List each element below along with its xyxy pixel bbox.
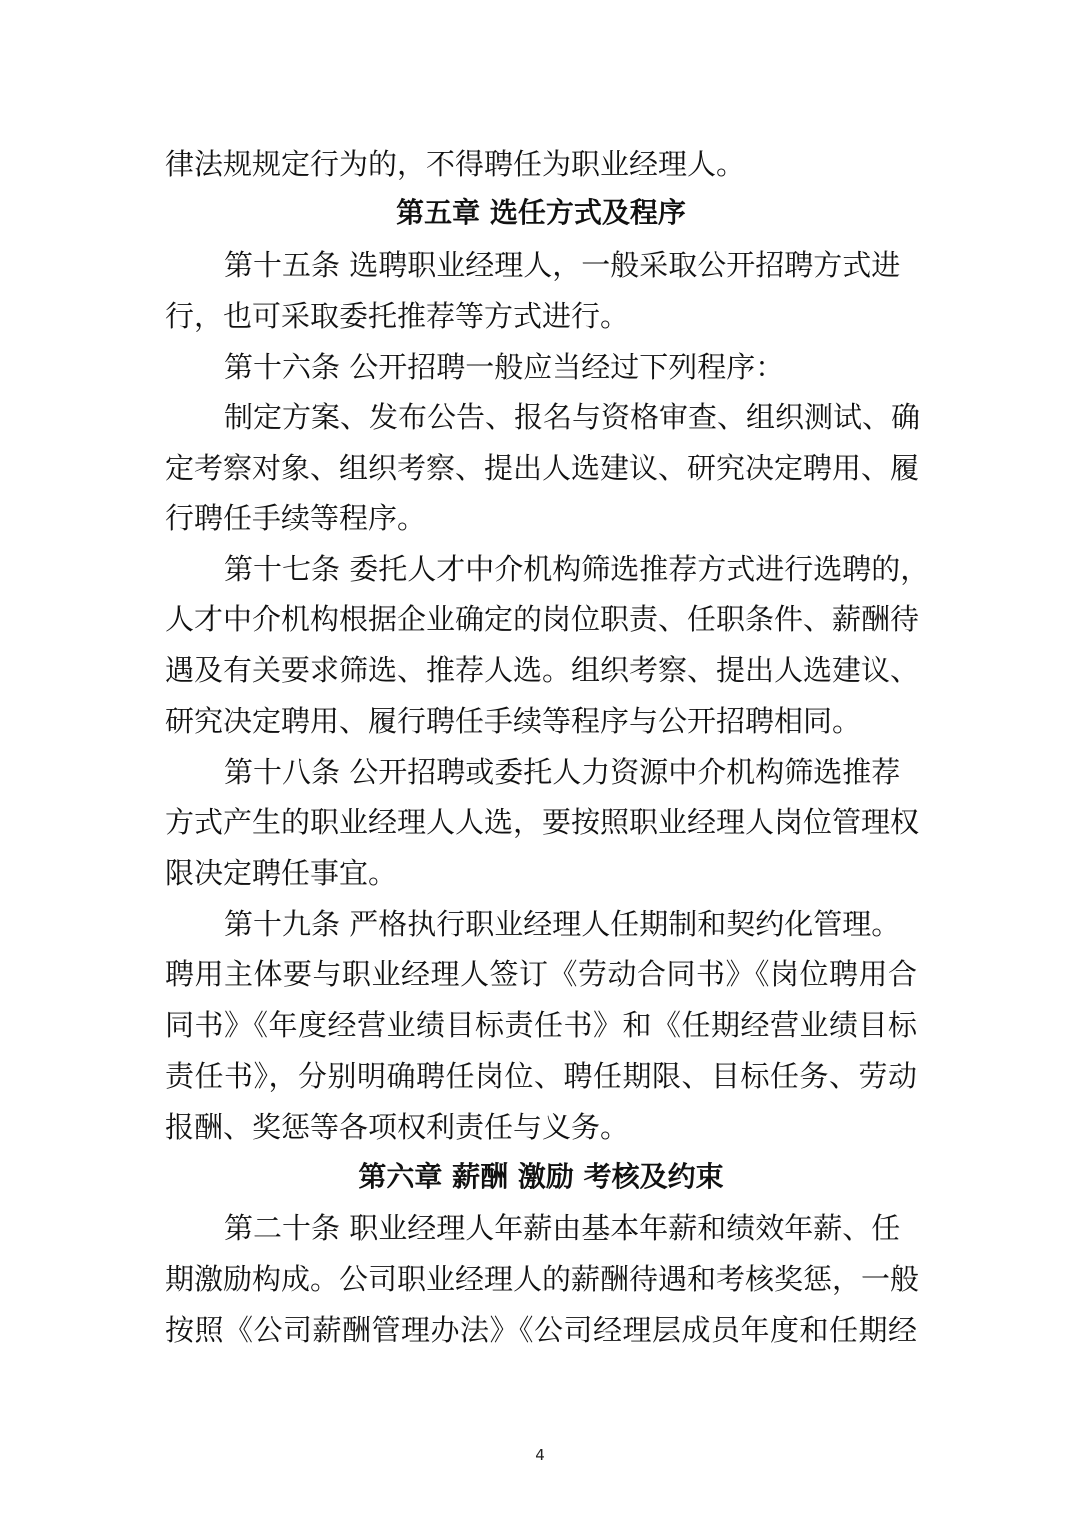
chapter-heading-6: 第六章 薪酬 激励 考核及约束	[358, 1160, 724, 1193]
text-line: 定考察对象、组织考察、提出人选建议、研究决定聘用、履	[165, 451, 920, 485]
text-line: 第十九条 严格执行职业经理人任期制和契约化管理。	[224, 907, 901, 941]
text-line: 第十八条 公开招聘或委托人力资源中介机构筛选推荐	[224, 755, 901, 789]
text-line: 责任书》，分别明确聘任岗位、聘任期限、目标任务、劳动	[165, 1059, 917, 1093]
text-line: 遇及有关要求筛选、推荐人选。组织考察、提出人选建议、	[165, 653, 920, 687]
text-line: 第十七条 委托人才中介机构筛选推荐方式进行选聘的，	[224, 552, 930, 586]
page-number: 4	[535, 1446, 545, 1464]
text-line: 限决定聘任事宜。	[165, 856, 398, 890]
text-line: 律法规规定行为的，不得聘任为职业经理人。	[165, 147, 746, 181]
text-line: 第十六条 公开招聘一般应当经过下列程序：	[224, 350, 785, 384]
text-line: 第十五条 选聘职业经理人，一般采取公开招聘方式进	[224, 248, 901, 282]
text-line: 研究决定聘用、履行聘任手续等程序与公开招聘相同。	[165, 704, 862, 738]
text-line: 方式产生的职业经理人人选，要按照职业经理人岗位管理权	[165, 805, 920, 839]
text-line: 按照《公司薪酬管理办法》《公司经理层成员年度和任期经	[165, 1313, 917, 1347]
text-line: 行聘任手续等程序。	[165, 501, 427, 535]
text-line: 报酬、奖惩等各项权利责任与义务。	[165, 1110, 630, 1144]
text-line: 人才中介机构根据企业确定的岗位职责、任职条件、薪酬待	[165, 602, 920, 636]
text-line: 期激励构成。公司职业经理人的薪酬待遇和考核奖惩，一般	[165, 1262, 920, 1296]
chapter-heading-5: 第五章 选任方式及程序	[396, 196, 686, 229]
text-line: 第二十条 职业经理人年薪由基本年薪和绩效年薪、任	[224, 1211, 901, 1245]
text-line: 同书》《年度经营业绩目标责任书》和《任期经营业绩目标	[165, 1008, 917, 1042]
text-line: 行，也可采取委托推荐等方式进行。	[165, 299, 630, 333]
text-line: 制定方案、发布公告、报名与资格审查、组织测试、确	[224, 400, 921, 434]
text-line: 聘用主体要与职业经理人签订《劳动合同书》《岗位聘用合	[165, 957, 917, 991]
